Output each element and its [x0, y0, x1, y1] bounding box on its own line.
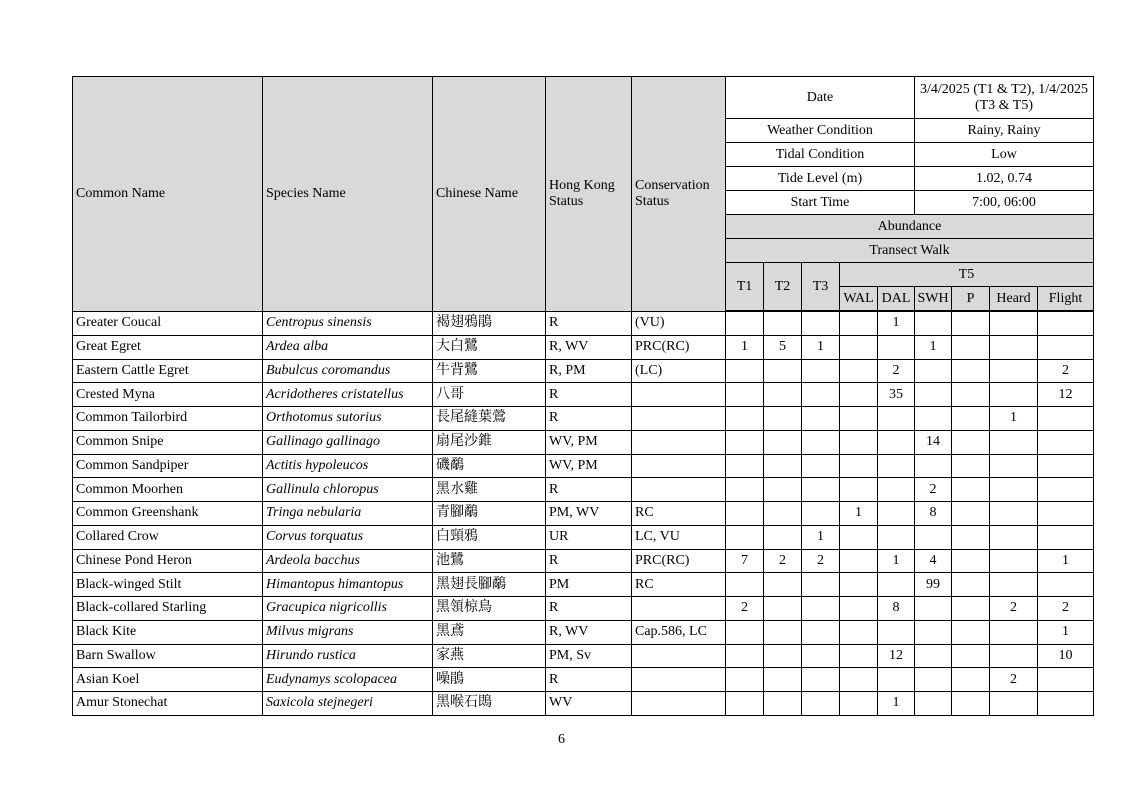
bird-survey-table: [72, 76, 1094, 716]
flight-count-cell: 10: [1038, 644, 1094, 668]
t3-count-cell: 2: [802, 549, 840, 573]
t2-count-cell: [764, 407, 802, 431]
t3-count-cell: [802, 454, 840, 478]
t1-count-cell: [726, 525, 764, 549]
common-name-cell: Black Kite: [73, 620, 263, 644]
t1-count-cell: [726, 383, 764, 407]
table-row: [73, 525, 1094, 549]
common-name-cell: Asian Koel: [73, 668, 263, 692]
swh-count-cell: [915, 620, 952, 644]
header-t1: T1: [726, 263, 764, 311]
t1-count-cell: [726, 502, 764, 526]
heard-count-cell: [990, 644, 1038, 668]
header-conservation-status: Conservation Status: [632, 77, 726, 312]
t3-count-cell: [802, 620, 840, 644]
species-name-cell: Saxicola stejnegeri: [263, 692, 433, 716]
heard-count-cell: [990, 478, 1038, 502]
table-body: [73, 312, 1094, 716]
species-name-cell: Orthotomus sutorius: [263, 407, 433, 431]
dal-count-cell: [878, 573, 915, 597]
dal-count-cell: [878, 430, 915, 454]
t3-count-cell: [802, 478, 840, 502]
header-t5-p: P: [952, 287, 990, 311]
conservation-status-cell: [632, 454, 726, 478]
heard-count-cell: [990, 312, 1038, 336]
t1-count-cell: [726, 454, 764, 478]
swh-count-cell: 99: [915, 573, 952, 597]
t1-count-cell: [726, 312, 764, 336]
table-row: [73, 430, 1094, 454]
t2-count-cell: [764, 478, 802, 502]
flight-count-cell: [1038, 407, 1094, 431]
table-row: [73, 620, 1094, 644]
flight-count-cell: 1: [1038, 620, 1094, 644]
t2-count-cell: [764, 573, 802, 597]
t1-count-cell: [726, 430, 764, 454]
t3-count-cell: [802, 502, 840, 526]
flight-count-cell: [1038, 668, 1094, 692]
chinese-name-cell: 白頸鴉: [433, 525, 546, 549]
hk-status-cell: R: [546, 597, 632, 621]
common-name-cell: Common Sandpiper: [73, 454, 263, 478]
conservation-status-cell: PRC(RC): [632, 549, 726, 573]
t3-count-cell: [802, 692, 840, 716]
p-count-cell: [952, 335, 990, 359]
flight-count-cell: [1038, 692, 1094, 716]
wal-count-cell: [840, 454, 878, 478]
conservation-status-cell: [632, 668, 726, 692]
t3-count-cell: [802, 573, 840, 597]
heard-count-cell: 2: [990, 668, 1038, 692]
dal-count-cell: [878, 407, 915, 431]
swh-count-cell: [915, 312, 952, 336]
species-name-cell: Milvus migrans: [263, 620, 433, 644]
p-count-cell: [952, 407, 990, 431]
species-name-cell: Bubulcus coromandus: [263, 359, 433, 383]
conservation-status-cell: [632, 597, 726, 621]
swh-count-cell: 14: [915, 430, 952, 454]
common-name-cell: Common Tailorbird: [73, 407, 263, 431]
table-row: [73, 383, 1094, 407]
table-row: [73, 359, 1094, 383]
table-row: [73, 312, 1094, 336]
hk-status-cell: PM: [546, 573, 632, 597]
species-name-cell: Actitis hypoleucos: [263, 454, 433, 478]
dal-count-cell: 2: [878, 359, 915, 383]
species-name-cell: Ardea alba: [263, 335, 433, 359]
chinese-name-cell: 長尾縫葉鶯: [433, 407, 546, 431]
heard-count-cell: [990, 383, 1038, 407]
swh-count-cell: [915, 525, 952, 549]
hk-status-cell: WV, PM: [546, 454, 632, 478]
hk-status-cell: UR: [546, 525, 632, 549]
t1-count-cell: [726, 620, 764, 644]
common-name-cell: Amur Stonechat: [73, 692, 263, 716]
chinese-name-cell: 青腳鷸: [433, 502, 546, 526]
table-row: [73, 668, 1094, 692]
t2-count-cell: [764, 454, 802, 478]
common-name-cell: Common Greenshank: [73, 502, 263, 526]
conservation-status-cell: (VU): [632, 312, 726, 336]
t3-count-cell: [802, 644, 840, 668]
table-row: [73, 454, 1094, 478]
t3-count-cell: [802, 597, 840, 621]
hk-status-cell: PM, WV: [546, 502, 632, 526]
hk-status-cell: R: [546, 312, 632, 336]
t1-count-cell: 7: [726, 549, 764, 573]
t3-count-cell: [802, 430, 840, 454]
t2-count-cell: [764, 692, 802, 716]
flight-count-cell: 2: [1038, 597, 1094, 621]
wal-count-cell: [840, 478, 878, 502]
hk-status-cell: R: [546, 668, 632, 692]
header-t5-swh: SWH: [915, 287, 952, 311]
common-name-cell: Great Egret: [73, 335, 263, 359]
swh-count-cell: 1: [915, 335, 952, 359]
t3-count-cell: 1: [802, 335, 840, 359]
t1-count-cell: [726, 692, 764, 716]
transect-walk-label: Transect Walk: [726, 239, 1094, 263]
chinese-name-cell: 牛背鷺: [433, 359, 546, 383]
conservation-status-cell: [632, 478, 726, 502]
heard-count-cell: [990, 359, 1038, 383]
common-name-cell: Chinese Pond Heron: [73, 549, 263, 573]
conservation-status-cell: Cap.586, LC: [632, 620, 726, 644]
dal-count-cell: 12: [878, 644, 915, 668]
common-name-cell: Common Moorhen: [73, 478, 263, 502]
p-count-cell: [952, 478, 990, 502]
species-name-cell: Hirundo rustica: [263, 644, 433, 668]
date-label: Date: [726, 77, 915, 119]
flight-count-cell: [1038, 502, 1094, 526]
heard-count-cell: [990, 573, 1038, 597]
p-count-cell: [952, 430, 990, 454]
page-number: 6: [558, 732, 565, 747]
conservation-status-cell: [632, 383, 726, 407]
dal-count-cell: 8: [878, 597, 915, 621]
p-count-cell: [952, 359, 990, 383]
conservation-status-cell: [632, 407, 726, 431]
p-count-cell: [952, 620, 990, 644]
dal-count-cell: [878, 502, 915, 526]
t1-count-cell: 1: [726, 335, 764, 359]
heard-count-cell: [990, 454, 1038, 478]
heard-count-cell: 2: [990, 597, 1038, 621]
header-t2: T2: [764, 263, 802, 311]
heard-count-cell: [990, 549, 1038, 573]
table-row: [73, 692, 1094, 716]
p-count-cell: [952, 668, 990, 692]
t2-count-cell: [764, 620, 802, 644]
swh-count-cell: 4: [915, 549, 952, 573]
common-name-cell: Black-collared Starling: [73, 597, 263, 621]
hk-status-cell: R, WV: [546, 620, 632, 644]
heard-count-cell: 1: [990, 407, 1038, 431]
tidal-label: Tidal Condition: [726, 143, 915, 167]
swh-count-cell: [915, 668, 952, 692]
t2-count-cell: [764, 383, 802, 407]
chinese-name-cell: 黑鳶: [433, 620, 546, 644]
tide-level-value: 1.02, 0.74: [915, 167, 1094, 191]
heard-count-cell: [990, 620, 1038, 644]
t2-count-cell: [764, 668, 802, 692]
t2-count-cell: [764, 430, 802, 454]
swh-count-cell: [915, 692, 952, 716]
hk-status-cell: R: [546, 383, 632, 407]
table-row: [73, 478, 1094, 502]
t3-count-cell: [802, 359, 840, 383]
heard-count-cell: [990, 430, 1038, 454]
conservation-status-cell: PRC(RC): [632, 335, 726, 359]
t2-count-cell: [764, 525, 802, 549]
table-row: [73, 335, 1094, 359]
t1-count-cell: [726, 359, 764, 383]
species-name-cell: Centropus sinensis: [263, 312, 433, 336]
date-value: 3/4/2025 (T1 & T2), 1/4/2025 (T3 & T5): [915, 77, 1094, 119]
dal-count-cell: 1: [878, 549, 915, 573]
p-count-cell: [952, 525, 990, 549]
dal-count-cell: 35: [878, 383, 915, 407]
swh-count-cell: [915, 644, 952, 668]
common-name-cell: Collared Crow: [73, 525, 263, 549]
t1-count-cell: [726, 573, 764, 597]
p-count-cell: [952, 312, 990, 336]
header-hk-status: Hong Kong Status: [546, 77, 632, 312]
chinese-name-cell: 噪鵑: [433, 668, 546, 692]
wal-count-cell: [840, 359, 878, 383]
hk-status-cell: R, WV: [546, 335, 632, 359]
dal-count-cell: [878, 478, 915, 502]
wal-count-cell: [840, 312, 878, 336]
dal-count-cell: 1: [878, 692, 915, 716]
chinese-name-cell: 扇尾沙錐: [433, 430, 546, 454]
swh-count-cell: [915, 407, 952, 431]
flight-count-cell: [1038, 478, 1094, 502]
header-t5-dal: DAL: [878, 287, 915, 311]
abundance-label: Abundance: [726, 215, 1094, 239]
heard-count-cell: [990, 502, 1038, 526]
wal-count-cell: [840, 335, 878, 359]
swh-count-cell: 8: [915, 502, 952, 526]
species-name-cell: Gallinago gallinago: [263, 430, 433, 454]
conservation-status-cell: [632, 430, 726, 454]
common-name-cell: Barn Swallow: [73, 644, 263, 668]
wal-count-cell: [840, 549, 878, 573]
swh-count-cell: [915, 597, 952, 621]
swh-count-cell: [915, 454, 952, 478]
chinese-name-cell: 大白鷺: [433, 335, 546, 359]
hk-status-cell: WV, PM: [546, 430, 632, 454]
t1-count-cell: 2: [726, 597, 764, 621]
tidal-value: Low: [915, 143, 1094, 167]
hk-status-cell: R: [546, 407, 632, 431]
wal-count-cell: [840, 573, 878, 597]
hk-status-cell: WV: [546, 692, 632, 716]
header-t5-flight: Flight: [1038, 287, 1094, 311]
common-name-cell: Black-winged Stilt: [73, 573, 263, 597]
t3-count-cell: [802, 383, 840, 407]
hk-status-cell: R: [546, 549, 632, 573]
table-row: [73, 502, 1094, 526]
flight-count-cell: 12: [1038, 383, 1094, 407]
wal-count-cell: [840, 620, 878, 644]
wal-count-cell: [840, 692, 878, 716]
table-row: [73, 597, 1094, 621]
wal-count-cell: [840, 430, 878, 454]
flight-count-cell: [1038, 335, 1094, 359]
dal-count-cell: [878, 454, 915, 478]
species-name-cell: Ardeola bacchus: [263, 549, 433, 573]
t1-count-cell: [726, 668, 764, 692]
p-count-cell: [952, 597, 990, 621]
conservation-status-cell: [632, 692, 726, 716]
wal-count-cell: [840, 525, 878, 549]
species-name-cell: Tringa nebularia: [263, 502, 433, 526]
chinese-name-cell: 黑喉石鵖: [433, 692, 546, 716]
conservation-status-cell: [632, 644, 726, 668]
dal-count-cell: [878, 525, 915, 549]
wal-count-cell: 1: [840, 502, 878, 526]
t1-count-cell: [726, 644, 764, 668]
chinese-name-cell: 磯鷸: [433, 454, 546, 478]
header-t5: T5: [840, 263, 1094, 287]
header-t5-wal: WAL: [840, 287, 878, 311]
chinese-name-cell: 池鷺: [433, 549, 546, 573]
common-name-cell: Eastern Cattle Egret: [73, 359, 263, 383]
species-name-cell: Eudynamys scolopacea: [263, 668, 433, 692]
conservation-status-cell: (LC): [632, 359, 726, 383]
species-name-cell: Himantopus himantopus: [263, 573, 433, 597]
p-count-cell: [952, 644, 990, 668]
swh-count-cell: [915, 359, 952, 383]
t1-count-cell: [726, 478, 764, 502]
chinese-name-cell: 褐翅鴉鵑: [433, 312, 546, 336]
heard-count-cell: [990, 692, 1038, 716]
hk-status-cell: R: [546, 478, 632, 502]
header-common-name: Common Name: [73, 77, 263, 312]
hk-status-cell: R, PM: [546, 359, 632, 383]
chinese-name-cell: 黑翅長腳鷸: [433, 573, 546, 597]
t2-count-cell: 2: [764, 549, 802, 573]
t3-count-cell: [802, 668, 840, 692]
flight-count-cell: [1038, 525, 1094, 549]
wal-count-cell: [840, 383, 878, 407]
wal-count-cell: [840, 668, 878, 692]
conservation-status-cell: RC: [632, 502, 726, 526]
swh-count-cell: [915, 383, 952, 407]
wal-count-cell: [840, 644, 878, 668]
heard-count-cell: [990, 525, 1038, 549]
table-row: [73, 549, 1094, 573]
common-name-cell: Greater Coucal: [73, 312, 263, 336]
hk-status-cell: PM, Sv: [546, 644, 632, 668]
p-count-cell: [952, 502, 990, 526]
t2-count-cell: [764, 597, 802, 621]
p-count-cell: [952, 383, 990, 407]
start-time-value: 7:00, 06:00: [915, 191, 1094, 215]
flight-count-cell: [1038, 573, 1094, 597]
dal-count-cell: 1: [878, 312, 915, 336]
heard-count-cell: [990, 335, 1038, 359]
table-row: [73, 573, 1094, 597]
header-chinese-name: Chinese Name: [433, 77, 546, 312]
flight-count-cell: 1: [1038, 549, 1094, 573]
t2-count-cell: [764, 644, 802, 668]
t3-count-cell: 1: [802, 525, 840, 549]
tide-level-label: Tide Level (m): [726, 167, 915, 191]
header-t3: T3: [802, 263, 840, 311]
start-time-label: Start Time: [726, 191, 915, 215]
header-t5-heard: Heard: [990, 287, 1038, 311]
t2-count-cell: [764, 359, 802, 383]
species-name-cell: Gallinula chloropus: [263, 478, 433, 502]
p-count-cell: [952, 549, 990, 573]
t3-count-cell: [802, 407, 840, 431]
flight-count-cell: [1038, 454, 1094, 478]
p-count-cell: [952, 454, 990, 478]
flight-count-cell: [1038, 430, 1094, 454]
t1-count-cell: [726, 407, 764, 431]
species-name-cell: Corvus torquatus: [263, 525, 433, 549]
p-count-cell: [952, 573, 990, 597]
t3-count-cell: [802, 312, 840, 336]
flight-count-cell: 2: [1038, 359, 1094, 383]
swh-count-cell: 2: [915, 478, 952, 502]
table-row: [73, 407, 1094, 431]
dal-count-cell: [878, 668, 915, 692]
table-row: [73, 644, 1094, 668]
species-name-cell: Acridotheres cristatellus: [263, 383, 433, 407]
conservation-status-cell: LC, VU: [632, 525, 726, 549]
t2-count-cell: [764, 502, 802, 526]
chinese-name-cell: 黑領椋鳥: [433, 597, 546, 621]
weather-label: Weather Condition: [726, 119, 915, 143]
wal-count-cell: [840, 597, 878, 621]
wal-count-cell: [840, 407, 878, 431]
chinese-name-cell: 家燕: [433, 644, 546, 668]
chinese-name-cell: 八哥: [433, 383, 546, 407]
dal-count-cell: [878, 620, 915, 644]
common-name-cell: Common Snipe: [73, 430, 263, 454]
flight-count-cell: [1038, 312, 1094, 336]
weather-value: Rainy, Rainy: [915, 119, 1094, 143]
header-species-name: Species Name: [263, 77, 433, 312]
chinese-name-cell: 黑水雞: [433, 478, 546, 502]
t2-count-cell: 5: [764, 335, 802, 359]
p-count-cell: [952, 692, 990, 716]
species-name-cell: Gracupica nigricollis: [263, 597, 433, 621]
t2-count-cell: [764, 312, 802, 336]
common-name-cell: Crested Myna: [73, 383, 263, 407]
conservation-status-cell: RC: [632, 573, 726, 597]
dal-count-cell: [878, 335, 915, 359]
